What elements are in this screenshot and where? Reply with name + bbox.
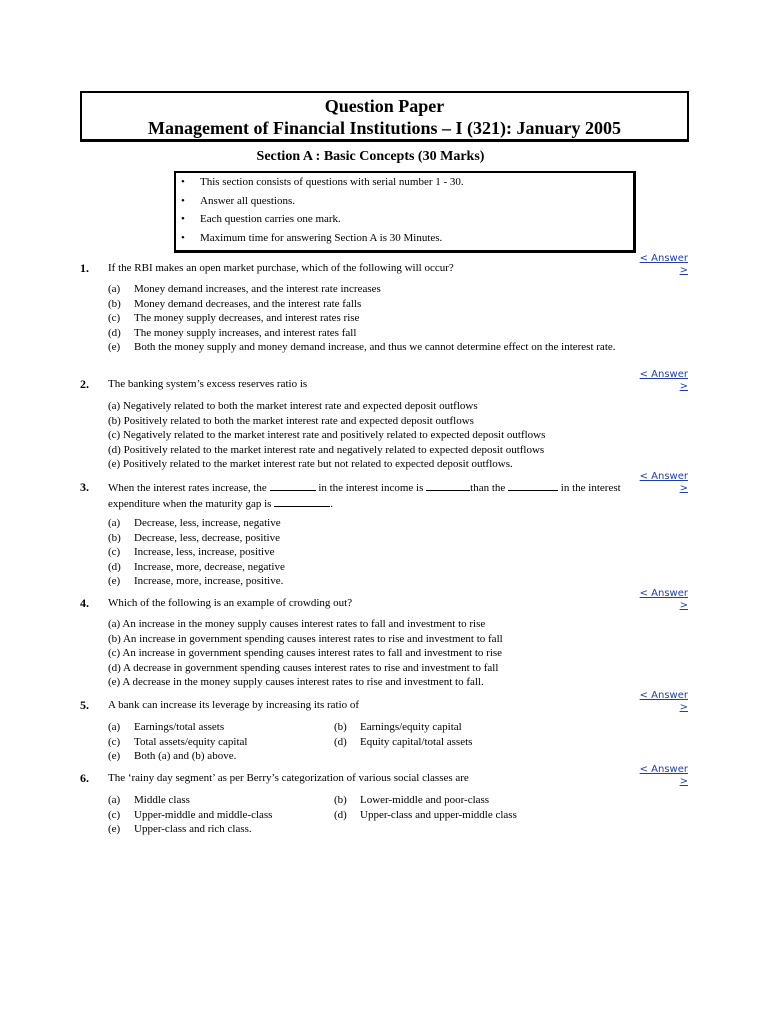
question-number: 3. (80, 480, 89, 494)
title-box (80, 91, 689, 142)
blank (270, 480, 316, 491)
question-number: 5. (80, 698, 89, 712)
answer-link-q5[interactable]: < Answer > (639, 690, 688, 713)
blank (274, 496, 330, 507)
answer-link-q2[interactable]: < Answer > (639, 369, 688, 392)
paper-subtitle: Management of Financial Institutions – I (321): January 2005 (147, 118, 621, 138)
answer-link-q4[interactable]: < Answer > (639, 588, 688, 611)
question-number: 4. (80, 596, 89, 610)
question-text: Which of the following is an example of crowding out? (108, 597, 353, 609)
question-text: If the RBI makes an open market purchase, which of the following will occur? (108, 262, 454, 274)
instruction-item: • Each question carries one mark. (176, 210, 633, 229)
instructions-list (176, 173, 633, 247)
instruction-item: • Maximum time for answering Section A is 30 Minutes. (176, 229, 633, 248)
instruction-item: • Answer all questions. (176, 192, 633, 211)
blank (426, 480, 470, 491)
question-number: 2. (80, 377, 89, 391)
options-list: (a) Middle class (b) Lower-middle and poor-class (c) Upper-middle and middle-class (d) Upper-class and upper-middle class (e) Upper-class and rich class. (108, 794, 517, 836)
question-text: A bank can increase its leverage by increasing its ratio of (108, 699, 360, 711)
instructions-box (174, 171, 636, 253)
answer-link-q1[interactable]: < Answer > (639, 253, 688, 276)
instruction-item: • This section consists of questions with serial number 1 - 30. (176, 173, 633, 192)
paper-title: Question Paper (324, 96, 445, 116)
question-number: 6. (80, 771, 89, 785)
question-number: 1. (80, 261, 89, 275)
question-text: When the interest rates increase, the in the interest income is than the in the interest expenditure when the maturity gap is . (108, 482, 621, 510)
blank (508, 480, 558, 491)
question-text: The banking system’s excess reserves ratio is (108, 378, 308, 390)
answer-link-q6[interactable]: < Answer > (639, 764, 688, 787)
question-text: The ‘rainy day segment’ as per Berry’s categorization of various social classes are (108, 772, 469, 784)
answer-link-q3[interactable]: < Answer > (639, 471, 688, 494)
section-heading: Section A : Basic Concepts (30 Marks) (256, 149, 485, 164)
options-list: (a) Earnings/total assets (b) Earnings/equity capital (c) Total assets/equity capital (d) Equity capital/total assets (e) Both (a) and (b) above. (108, 721, 473, 763)
